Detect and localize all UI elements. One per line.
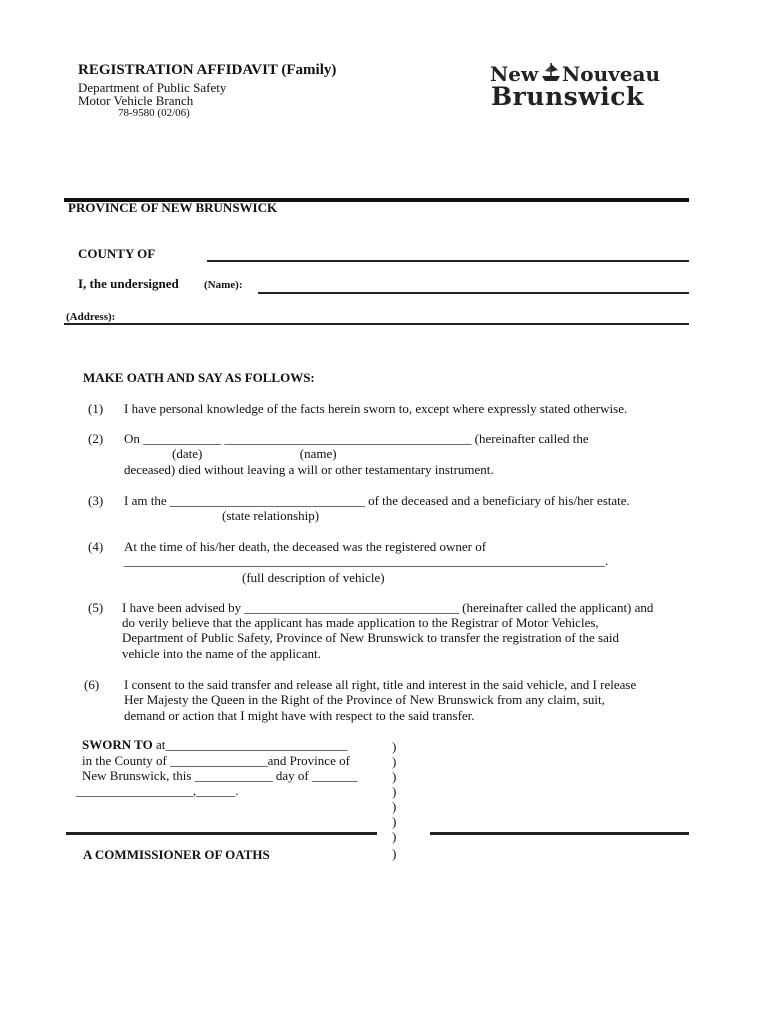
bracket: ) (392, 739, 397, 754)
new-brunswick-logo (490, 60, 670, 110)
clause-5-line-1: I have been advised by _________________________________ (hereinafter called the applicant) and (122, 600, 654, 615)
name-field[interactable] (258, 292, 689, 294)
sworn-brunswick-line: New Brunswick, this ____________ day of _______ (82, 768, 358, 783)
clause-6-line-1: I consent to the said transfer and release all right, title and interest in the said vehicle, and I release (124, 677, 637, 692)
commissioner-signature-line[interactable] (66, 832, 377, 835)
oath-heading: MAKE OATH AND SAY AS FOLLOWS: (83, 370, 315, 385)
clause-6-line-3: demand or action that I might have with respect to the said transfer. (124, 708, 475, 723)
clause-1-text: I have personal knowledge of the facts herein sworn to, except where expressly stated otherwise. (124, 401, 628, 416)
bracket: ) (392, 784, 397, 799)
clause-6-line-2: Her Majesty the Queen in the Right of the Province of New Brunswick from any claim, suit, (124, 692, 605, 707)
clause-4-line-2: __________________________________________________________________________. (124, 553, 609, 568)
ship-icon (540, 61, 562, 83)
sworn-at-line (82, 737, 347, 753)
sworn-to-label: SWORN TO (82, 737, 153, 752)
sworn-at-text: at____________________________ (152, 737, 348, 752)
bracket: ) (392, 829, 397, 844)
clause-5-line-3: Department of Public Safety, Province of New Brunswick to transfer the registration of the said (122, 630, 619, 645)
clause-4-line-1: At the time of his/her death, the deceased was the registered owner of (124, 539, 487, 554)
province-heading: PROVINCE OF NEW BRUNSWICK (68, 200, 278, 215)
bracket: ) (392, 754, 397, 769)
bracket: ) (392, 799, 397, 814)
clause-4-line-3: (full description of vehicle) (242, 570, 385, 585)
name-label: (Name): (204, 279, 243, 291)
logo-nouveau-word: Nouveau (562, 62, 661, 86)
sworn-county-line: in the County of _______________and Province of (82, 753, 350, 768)
commissioner-label: A COMMISSIONER OF OATHS (83, 847, 270, 862)
clause-5-number: (5) (88, 600, 104, 615)
department-name: Department of Public Safety (78, 80, 227, 95)
logo-brunswick-word: Brunswick (491, 82, 644, 111)
clause-2-line-1: On ____________ ______________________________________ (hereinafter called the (124, 431, 589, 446)
clause-3-number: (3) (88, 493, 104, 508)
county-field[interactable] (207, 260, 689, 262)
bracket: ) (392, 769, 397, 784)
bracket: ) (392, 846, 397, 861)
deponent-signature-line[interactable] (430, 832, 689, 835)
clause-3-line-2: (state relationship) (222, 508, 320, 523)
clause-3-line-1: I am the ______________________________ of the deceased and a beneficiary of his/her estate. (124, 493, 630, 508)
county-label: COUNTY OF (78, 246, 156, 261)
branch-name: Motor Vehicle Branch (78, 93, 194, 108)
clause-2-line-2: (date) (name) (172, 446, 337, 461)
logo-new-word: New (490, 62, 539, 86)
form-number: 78-9580 (02/06) (118, 107, 190, 119)
bracket: ) (392, 814, 397, 829)
clause-5-line-4: vehicle into the name of the applicant. (122, 646, 321, 661)
clause-5-line-2: do verily believe that the applicant has made application to the Registrar of Motor Vehicles, (122, 615, 599, 630)
clause-2-number: (2) (88, 431, 104, 446)
clause-2-line-3: deceased) died without leaving a will or other testamentary instrument. (124, 462, 494, 477)
undersigned-label: I, the undersigned (78, 276, 179, 291)
sworn-date-line: __________________,______. (76, 783, 239, 798)
clause-4-number: (4) (88, 539, 104, 554)
clause-1-number: (1) (88, 401, 104, 416)
address-field[interactable] (64, 323, 689, 325)
form-title: REGISTRATION AFFIDAVIT (Family) (78, 62, 337, 78)
clause-6-number: (6) (84, 677, 100, 692)
address-label: (Address): (66, 311, 116, 323)
